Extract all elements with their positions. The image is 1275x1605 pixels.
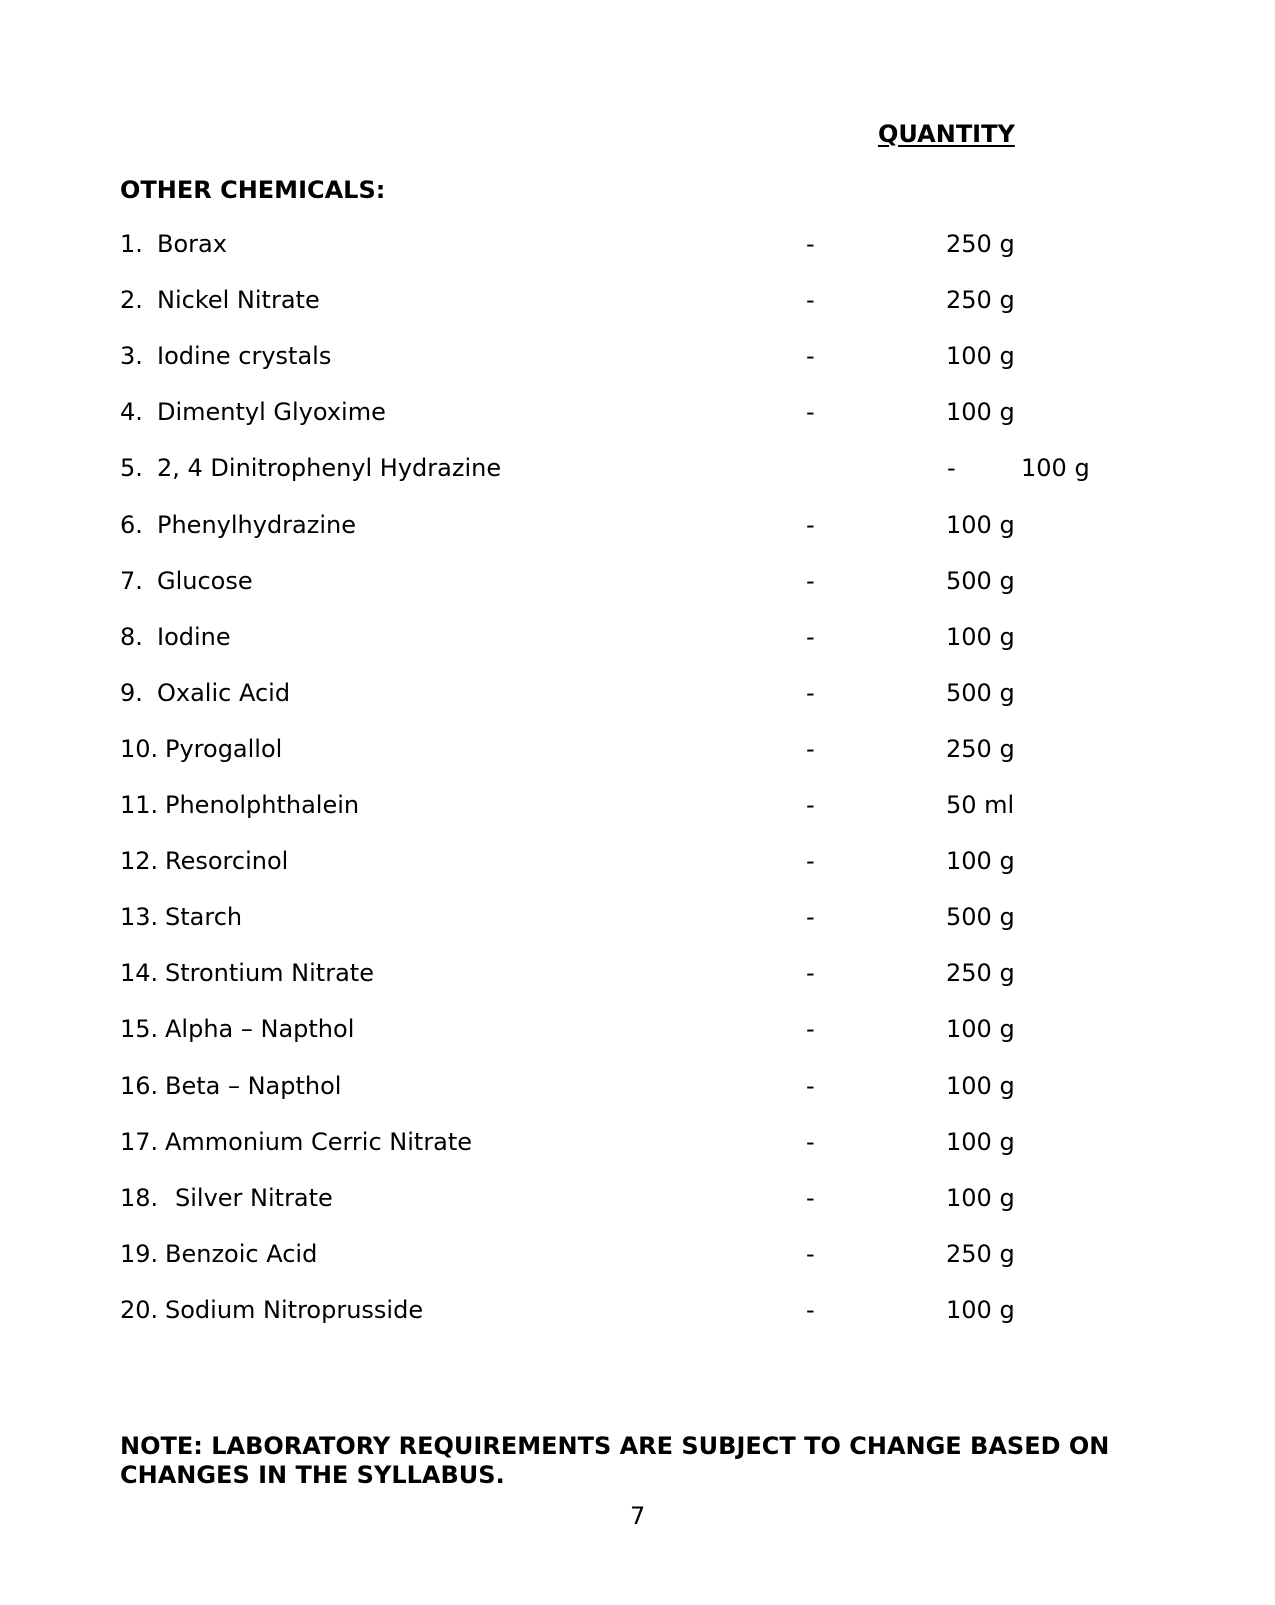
- item-number: 3.: [120, 342, 143, 370]
- item-number: 6.: [120, 511, 143, 539]
- item-name: Iodine crystals: [157, 342, 332, 370]
- item-quantity: 100 g: [946, 1015, 1015, 1043]
- item-quantity: 100 g: [946, 342, 1015, 370]
- item-quantity: 250 g: [946, 959, 1015, 987]
- item-quantity: 100 g: [946, 1296, 1015, 1324]
- item-name: Sodium Nitroprusside: [165, 1296, 424, 1324]
- item-number: 19.: [120, 1240, 159, 1268]
- item-number: 17.: [120, 1128, 159, 1156]
- list-item: [0, 791, 1275, 823]
- item-name: Starch: [165, 903, 243, 931]
- list-item: [0, 903, 1275, 935]
- list-item: [0, 286, 1275, 318]
- item-dash: -: [806, 791, 815, 819]
- list-item: [0, 1072, 1275, 1104]
- item-name: Dimentyl Glyoxime: [157, 398, 386, 426]
- item-dash: -: [947, 454, 956, 482]
- item-name: Nickel Nitrate: [157, 286, 320, 314]
- item-number: 8.: [120, 623, 143, 651]
- list-item: [0, 623, 1275, 655]
- item-dash: -: [806, 623, 815, 651]
- item-quantity: 100 g: [946, 511, 1015, 539]
- item-quantity: 100 g: [946, 1072, 1015, 1100]
- item-dash: -: [806, 567, 815, 595]
- list-item: [0, 1296, 1275, 1328]
- item-number: 1.: [120, 230, 143, 258]
- list-item: [0, 959, 1275, 991]
- item-dash: -: [806, 286, 815, 314]
- item-dash: -: [806, 1128, 815, 1156]
- item-number: 16.: [120, 1072, 159, 1100]
- list-item: [0, 679, 1275, 711]
- item-dash: -: [806, 1240, 815, 1268]
- item-name: Iodine: [157, 623, 231, 651]
- item-number: 18.: [120, 1184, 159, 1212]
- item-name: Resorcinol: [165, 847, 289, 875]
- item-quantity: 100 g: [946, 847, 1015, 875]
- item-dash: -: [806, 1015, 815, 1043]
- item-dash: -: [806, 679, 815, 707]
- quantity-column-header: QUANTITY: [878, 120, 1015, 148]
- list-item: [0, 511, 1275, 543]
- item-number: 7.: [120, 567, 143, 595]
- item-dash: -: [806, 959, 815, 987]
- item-number: 13.: [120, 903, 159, 931]
- item-number: 15.: [120, 1015, 159, 1043]
- item-number: 20.: [120, 1296, 159, 1324]
- item-name: Oxalic Acid: [157, 679, 291, 707]
- item-quantity: 500 g: [946, 679, 1015, 707]
- list-item: [0, 398, 1275, 430]
- list-item: [0, 567, 1275, 599]
- item-quantity: 250 g: [946, 735, 1015, 763]
- item-quantity: 250 g: [946, 230, 1015, 258]
- item-quantity: 100 g: [1021, 454, 1090, 482]
- list-item: [0, 1240, 1275, 1272]
- list-item: [0, 735, 1275, 767]
- item-dash: -: [806, 847, 815, 875]
- list-item: [0, 230, 1275, 262]
- item-dash: -: [806, 511, 815, 539]
- item-quantity: 500 g: [946, 903, 1015, 931]
- syllabus-note: NOTE: LABORATORY REQUIREMENTS ARE SUBJECT TO CHANGE BASED ON CHANGES IN THE SYLLABUS.: [120, 1432, 1110, 1489]
- item-number: 9.: [120, 679, 143, 707]
- item-quantity: 500 g: [946, 567, 1015, 595]
- item-name: Strontium Nitrate: [165, 959, 374, 987]
- item-quantity: 50 ml: [946, 791, 1015, 819]
- item-dash: -: [806, 342, 815, 370]
- item-dash: -: [806, 735, 815, 763]
- item-dash: -: [806, 1296, 815, 1324]
- item-name: Alpha – Napthol: [165, 1015, 355, 1043]
- item-dash: -: [806, 230, 815, 258]
- item-quantity: 100 g: [946, 398, 1015, 426]
- item-quantity: 250 g: [946, 286, 1015, 314]
- list-item: [0, 847, 1275, 879]
- item-number: 5.: [120, 454, 143, 482]
- item-name: 2, 4 Dinitrophenyl Hydrazine: [157, 454, 502, 482]
- item-dash: -: [806, 1184, 815, 1212]
- item-dash: -: [806, 1072, 815, 1100]
- page-number: 7: [630, 1502, 646, 1530]
- item-name: Phenylhydrazine: [157, 511, 356, 539]
- item-name: Pyrogallol: [165, 735, 283, 763]
- item-dash: -: [806, 903, 815, 931]
- item-name: Silver Nitrate: [175, 1184, 333, 1212]
- list-item: [0, 454, 1275, 486]
- item-name: Benzoic Acid: [165, 1240, 318, 1268]
- item-number: 12.: [120, 847, 159, 875]
- item-quantity: 250 g: [946, 1240, 1015, 1268]
- list-item: [0, 1128, 1275, 1160]
- item-number: 11.: [120, 791, 159, 819]
- list-item: [0, 1184, 1275, 1216]
- list-item: [0, 342, 1275, 374]
- item-quantity: 100 g: [946, 1128, 1015, 1156]
- item-number: 10.: [120, 735, 159, 763]
- section-title: OTHER CHEMICALS:: [120, 176, 386, 204]
- item-quantity: 100 g: [946, 1184, 1015, 1212]
- item-dash: -: [806, 398, 815, 426]
- item-name: Glucose: [157, 567, 253, 595]
- item-name: Phenolphthalein: [165, 791, 360, 819]
- item-number: 2.: [120, 286, 143, 314]
- item-number: 4.: [120, 398, 143, 426]
- list-item: [0, 1015, 1275, 1047]
- item-quantity: 100 g: [946, 623, 1015, 651]
- item-name: Borax: [157, 230, 227, 258]
- item-name: Ammonium Cerric Nitrate: [165, 1128, 473, 1156]
- item-name: Beta – Napthol: [165, 1072, 342, 1100]
- item-number: 14.: [120, 959, 159, 987]
